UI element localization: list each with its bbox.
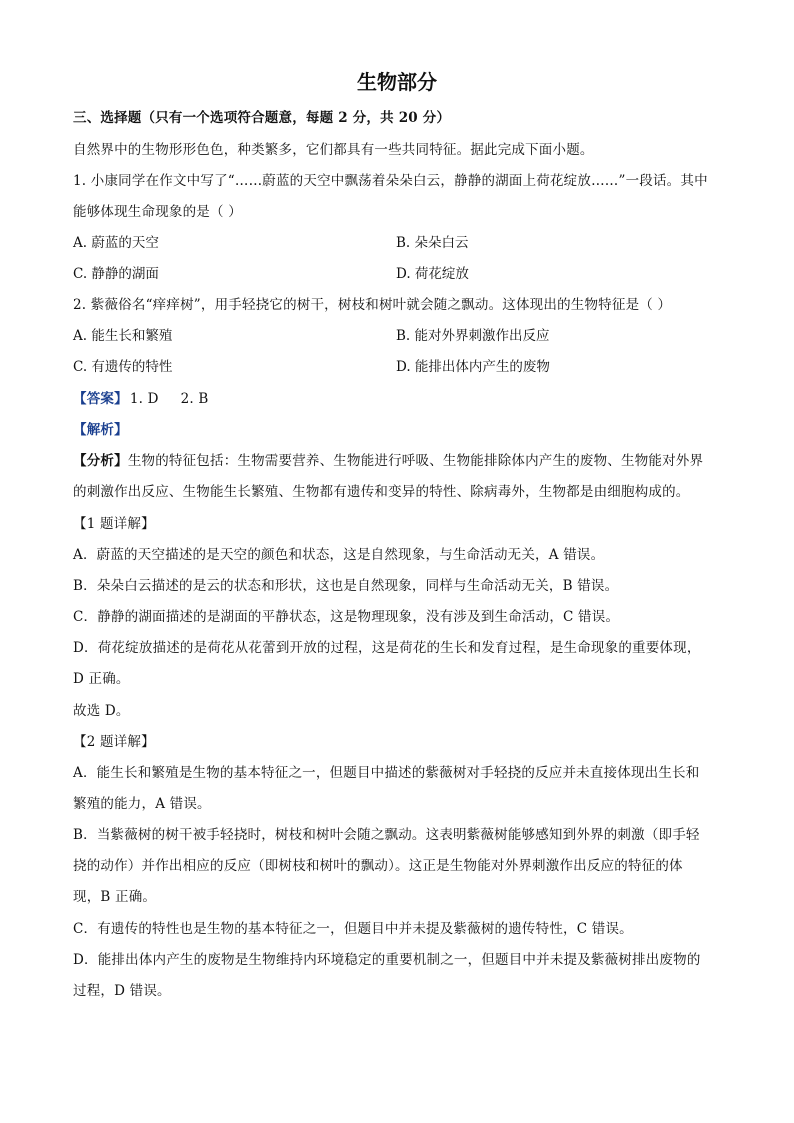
detail-2-a-line-2: 繁殖的能力，A 错误。 [73, 796, 211, 812]
detail-1-d-line-2: D 正确。 [73, 671, 130, 687]
section-heading: 三、选择题（只有一个选项符合题意，每题 2 分，共 20 分） [73, 110, 451, 126]
answer-1: 1. D [129, 391, 159, 407]
analysis-line-1 [73, 451, 733, 471]
answer-tag: 【答案】 [73, 391, 128, 407]
detail-2-b-line-1: B．当紫薇树的树干被手轻挠时，树枝和树叶会随之飘动。这表明紫薇树能够感知到外界的刺激（即手轻 [73, 827, 700, 843]
detail-1-b: B．朵朵白云描述的是云的状态和形状，这也是自然现象，同样与生命活动无关，B 错误。 [73, 578, 619, 594]
detail-2-b-line-3: 现，B 正确。 [73, 889, 157, 905]
question-1-line-1: 1. 小康同学在作文中写了“……蔚蓝的天空中飘荡着朵朵白云，静静的湖面上荷花绽放……”一段话。其中 [73, 173, 708, 189]
analysis-tag: 【解析】 [73, 422, 128, 438]
answer-2: 2. B [180, 391, 209, 407]
analysis-fenxi-tag: 【分析】 [73, 453, 128, 469]
intro-text: 自然界中的生物形形色色，种类繁多，它们都具有一些共同特征。据此完成下面小题。 [73, 142, 594, 158]
detail-1-a: A．蔚蓝的天空描述的是天空的颜色和状态，这是自然现象，与生命活动无关，A 错误。 [73, 547, 605, 563]
question-2-option-d: D. 能排出体内产生的废物 [396, 359, 550, 375]
detail-2-b-line-2: 挠的动作）并作出相应的反应（即树枝和树叶的飘动）。这正是生物能对外界刺激作出反应的特征的体 [73, 858, 683, 874]
question-1-option-c: C. 静静的湖面 [73, 266, 159, 282]
answer-line [73, 389, 733, 409]
detail-1-d-line-1: D．荷花绽放描述的是荷花从花蕾到开放的过程，这是荷花的生长和发育过程，是生命现象的重要体现， [73, 640, 701, 656]
analysis-fenxi-text: 生物的特征包括：生物需要营养、生物能进行呼吸、生物能排除体内产生的废物、生物能对外界 [127, 453, 704, 469]
detail-2-a-line-1: A．能生长和繁殖是生物的基本特征之一，但题目中描述的紫薇树对手轻挠的反应并未直接体现出生长和 [73, 765, 700, 781]
detail-2-c: C．有遗传的特性也是生物的基本特征之一，但题目中并未提及紫薇树的遗传特性，C 错误。 [73, 921, 633, 937]
page-title: 生物部分 [357, 70, 437, 94]
detail-1-c: C．静静的湖面描述的是湖面的平静状态，这是物理现象，没有涉及到生命活动，C 错误。 [73, 609, 620, 625]
question-1-option-a: A. 蔚蓝的天空 [73, 235, 159, 251]
detail-2-heading: 【2 题详解】 [73, 734, 155, 750]
question-2-option-c: C. 有遗传的特性 [73, 359, 173, 375]
detail-1-heading: 【1 题详解】 [73, 516, 155, 532]
question-1-option-b: B. 朵朵白云 [396, 235, 469, 251]
question-2-option-b: B. 能对外界刺激作出反应 [396, 328, 550, 344]
question-1-option-d: D. 荷花绽放 [396, 266, 469, 282]
question-1-line-2: 能够体现生命现象的是（ ） [73, 204, 242, 220]
detail-2-d-line-1: D．能排出体内产生的废物是生物维持内环境稳定的重要机制之一，但题目中并未提及紫薇树排出废物的 [73, 952, 701, 968]
question-2-line-1: 2. 紫薇俗名“痒痒树”，用手轻挠它的树干，树枝和树叶就会随之飘动。这体现出的生物特征是（ ） [73, 297, 672, 313]
detail-1-choose: 故选 D。 [73, 703, 130, 719]
detail-2-d-line-2: 过程，D 错误。 [73, 983, 171, 999]
question-2-option-a: A. 能生长和繁殖 [73, 328, 173, 344]
analysis-line-2: 的刺激作出反应、生物能生长繁殖、生物都有遗传和变异的特性、除病毒外，生物都是由细胞构成的。 [73, 484, 690, 500]
